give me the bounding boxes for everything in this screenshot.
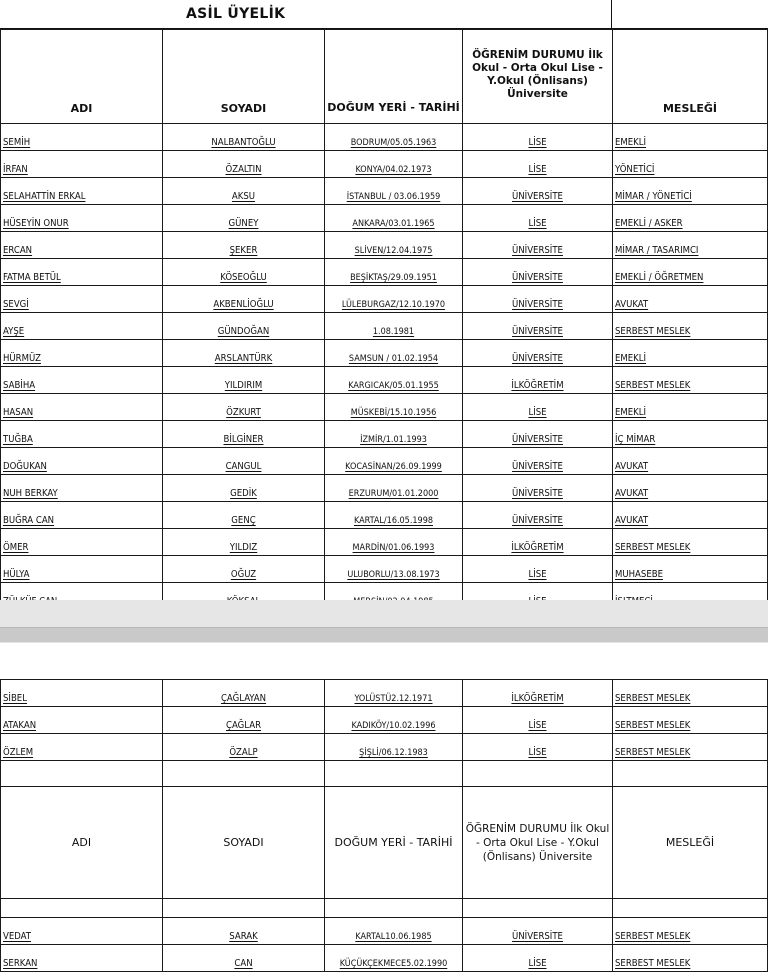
member-name: ATAKAN bbox=[1, 707, 163, 734]
member-education: ÜNİVERSİTE bbox=[463, 502, 613, 529]
table-row bbox=[1, 918, 768, 945]
members-table-2 bbox=[0, 679, 768, 972]
table-2-header-row bbox=[1, 787, 768, 899]
member-name: BUĞRA CAN bbox=[1, 502, 163, 529]
member-birth: KARGICAK/05.01.1955 bbox=[325, 367, 463, 394]
table-row bbox=[1, 340, 768, 367]
table-2-header bbox=[1, 761, 768, 918]
header-surname: SOYADI bbox=[163, 30, 325, 124]
member-surname: BİLGİNER bbox=[163, 421, 325, 448]
member-name: SELAHATTİN ERKAL bbox=[1, 178, 163, 205]
spacer-row bbox=[1, 761, 768, 787]
members-body-2 bbox=[1, 680, 768, 761]
member-name: İRFAN bbox=[1, 151, 163, 178]
table-row bbox=[1, 421, 768, 448]
header2-education: ÖĞRENİM DURUMU İlk Okul - Orta Okul Lise - Y.Okul (Önlisans) Üniversite bbox=[463, 787, 613, 899]
header2-surname: SOYADI bbox=[163, 787, 325, 899]
member-birth: YOLÜSTÜ2.12.1971 bbox=[325, 680, 463, 707]
member-birth: 1.08.1981 bbox=[325, 313, 463, 340]
member-job: SERBEST MESLEK bbox=[613, 918, 768, 945]
header2-birth: DOĞUM YERİ - TARİHİ bbox=[325, 787, 463, 899]
table-row bbox=[1, 707, 768, 734]
member-job: SERBEST MESLEK bbox=[613, 680, 768, 707]
member-surname: KÖSEOĞLU bbox=[163, 259, 325, 286]
member-birth: LÜLEBURGAZ/12.10.1970 bbox=[325, 286, 463, 313]
member-birth: SLİVEN/12.04.1975 bbox=[325, 232, 463, 259]
member-education: ÜNİVERSİTE bbox=[463, 232, 613, 259]
member-surname: ŞEKER bbox=[163, 232, 325, 259]
member-job: SERBEST MESLEK bbox=[613, 945, 768, 972]
member-surname: SARAK bbox=[163, 918, 325, 945]
member-education: ÜNİVERSİTE bbox=[463, 475, 613, 502]
header2-name: ADI bbox=[1, 787, 163, 899]
member-surname: ÇAĞLAR bbox=[163, 707, 325, 734]
member-surname: GÜNEY bbox=[163, 205, 325, 232]
header-name: ADI bbox=[1, 30, 163, 124]
member-birth: ERZURUM/01.01.2000 bbox=[325, 475, 463, 502]
member-name: HÜSEYİN ONUR bbox=[1, 205, 163, 232]
table-row bbox=[1, 448, 768, 475]
member-name: DOĞUKAN bbox=[1, 448, 163, 475]
member-education: LİSE bbox=[463, 124, 613, 151]
member-surname: GÜNDOĞAN bbox=[163, 313, 325, 340]
table-row bbox=[1, 151, 768, 178]
member-education: ÜNİVERSİTE bbox=[463, 448, 613, 475]
member-birth: KOCASİNAN/26.09.1999 bbox=[325, 448, 463, 475]
member-education: LİSE bbox=[463, 394, 613, 421]
member-education: LİSE bbox=[463, 151, 613, 178]
member-surname: ÖZALTIN bbox=[163, 151, 325, 178]
member-name: ERCAN bbox=[1, 232, 163, 259]
member-surname: ÇAĞLAYAN bbox=[163, 680, 325, 707]
member-job: EMEKLİ / ÖĞRETMEN bbox=[613, 259, 768, 286]
member-job: SERBEST MESLEK bbox=[613, 707, 768, 734]
member-name: ÖZLEM bbox=[1, 734, 163, 761]
header2-job: MESLEĞİ bbox=[613, 787, 768, 899]
member-surname: CAN bbox=[163, 945, 325, 972]
member-surname: ÖZKURT bbox=[163, 394, 325, 421]
table-row bbox=[1, 945, 768, 972]
member-birth: ŞİŞLİ/06.12.1983 bbox=[325, 734, 463, 761]
member-job: EMEKLİ bbox=[613, 340, 768, 367]
member-job: SERBEST MESLEK bbox=[613, 734, 768, 761]
member-job: AVUKAT bbox=[613, 448, 768, 475]
member-birth: ULUBORLU/13.08.1973 bbox=[325, 556, 463, 583]
members-body-3 bbox=[1, 918, 768, 972]
table-row bbox=[1, 286, 768, 313]
member-name: TUĞBA bbox=[1, 421, 163, 448]
table-row bbox=[1, 232, 768, 259]
member-education: LİSE bbox=[463, 556, 613, 583]
spacer-row bbox=[1, 899, 768, 918]
table-row bbox=[1, 394, 768, 421]
column-divider bbox=[611, 0, 612, 28]
member-job: SERBEST MESLEK bbox=[613, 367, 768, 394]
member-job: EMEKLİ bbox=[613, 124, 768, 151]
member-name: ÖMER bbox=[1, 529, 163, 556]
member-education: İLKÖĞRETİM bbox=[463, 367, 613, 394]
header-education: ÖĞRENİM DURUMU İlk Okul - Orta Okul Lise - Y.Okul (Önlisans) Üniversite bbox=[463, 30, 613, 124]
member-education: ÜNİVERSİTE bbox=[463, 259, 613, 286]
member-job: SERBEST MESLEK bbox=[613, 529, 768, 556]
members-table bbox=[0, 29, 768, 637]
member-job: EMEKLİ bbox=[613, 394, 768, 421]
member-name: FATMA BETÜL bbox=[1, 259, 163, 286]
member-education: ÜNİVERSİTE bbox=[463, 340, 613, 367]
member-name: SERKAN bbox=[1, 945, 163, 972]
member-birth: ANKARA/03.01.1965 bbox=[325, 205, 463, 232]
member-job: MUHASEBE bbox=[613, 556, 768, 583]
table-row bbox=[1, 475, 768, 502]
member-name: HASAN bbox=[1, 394, 163, 421]
member-name: SİBEL bbox=[1, 680, 163, 707]
document-page-2 bbox=[0, 643, 768, 969]
table-row bbox=[1, 367, 768, 394]
member-job: AVUKAT bbox=[613, 286, 768, 313]
member-name: NUH BERKAY bbox=[1, 475, 163, 502]
table-row bbox=[1, 124, 768, 151]
member-surname: ÖZALP bbox=[163, 734, 325, 761]
table-row bbox=[1, 259, 768, 286]
member-education: İLKÖĞRETİM bbox=[463, 529, 613, 556]
member-education: ÜNİVERSİTE bbox=[463, 286, 613, 313]
member-name: AYŞE bbox=[1, 313, 163, 340]
member-surname: YILDIZ bbox=[163, 529, 325, 556]
member-education: LİSE bbox=[463, 945, 613, 972]
member-job: YÖNETİCİ bbox=[613, 151, 768, 178]
page-separator-band bbox=[0, 627, 768, 642]
table-header-row bbox=[1, 30, 768, 124]
member-name: SABİHA bbox=[1, 367, 163, 394]
member-birth: BEŞİKTAŞ/29.09.1951 bbox=[325, 259, 463, 286]
member-job: SERBEST MESLEK bbox=[613, 313, 768, 340]
member-name: SEMİH bbox=[1, 124, 163, 151]
table-row bbox=[1, 502, 768, 529]
table-row bbox=[1, 680, 768, 707]
member-birth: SAMSUN / 01.02.1954 bbox=[325, 340, 463, 367]
member-education: LİSE bbox=[463, 707, 613, 734]
members-body bbox=[1, 124, 768, 637]
member-birth: MÜSKEBİ/15.10.1956 bbox=[325, 394, 463, 421]
member-birth: KARTAL/16.05.1998 bbox=[325, 502, 463, 529]
member-job: İÇ MİMAR bbox=[613, 421, 768, 448]
member-surname: NALBANTOĞLU bbox=[163, 124, 325, 151]
member-birth: KADIKÖY/10.02.1996 bbox=[325, 707, 463, 734]
member-birth: KÜÇÜKÇEKMECE5.02.1990 bbox=[325, 945, 463, 972]
member-surname: AKSU bbox=[163, 178, 325, 205]
member-name: SEVGİ bbox=[1, 286, 163, 313]
member-surname: YILDIRIM bbox=[163, 367, 325, 394]
member-education: ÜNİVERSİTE bbox=[463, 178, 613, 205]
member-surname: ARSLANTÜRK bbox=[163, 340, 325, 367]
member-birth: BODRUM/05.05.1963 bbox=[325, 124, 463, 151]
member-birth: KARTAL10.06.1985 bbox=[325, 918, 463, 945]
member-job: MİMAR / YÖNETİCİ bbox=[613, 178, 768, 205]
member-job: MİMAR / TASARIMCI bbox=[613, 232, 768, 259]
table-row bbox=[1, 313, 768, 340]
member-job: EMEKLİ / ASKER bbox=[613, 205, 768, 232]
header-birth: DOĞUM YERİ - TARİHİ bbox=[325, 30, 463, 124]
member-education: ÜNİVERSİTE bbox=[463, 918, 613, 945]
member-education: LİSE bbox=[463, 734, 613, 761]
member-education: İLKÖĞRETİM bbox=[463, 680, 613, 707]
member-education: ÜNİVERSİTE bbox=[463, 313, 613, 340]
member-surname: GEDİK bbox=[163, 475, 325, 502]
table-row bbox=[1, 178, 768, 205]
table-row bbox=[1, 529, 768, 556]
member-name: HÜRMÜZ bbox=[1, 340, 163, 367]
member-name: VEDAT bbox=[1, 918, 163, 945]
member-birth: İZMİR/1.01.1993 bbox=[325, 421, 463, 448]
page-title: ASİL ÜYELİK bbox=[186, 6, 286, 22]
member-education: ÜNİVERSİTE bbox=[463, 421, 613, 448]
member-job: AVUKAT bbox=[613, 475, 768, 502]
member-education: LİSE bbox=[463, 205, 613, 232]
page-separator bbox=[0, 600, 768, 643]
member-surname: AKBENLİOĞLU bbox=[163, 286, 325, 313]
member-surname: OĞUZ bbox=[163, 556, 325, 583]
member-name: HÜLYA bbox=[1, 556, 163, 583]
member-job: AVUKAT bbox=[613, 502, 768, 529]
header-job: MESLEĞİ bbox=[613, 30, 768, 124]
member-birth: KONYA/04.02.1973 bbox=[325, 151, 463, 178]
member-surname: CANGUL bbox=[163, 448, 325, 475]
member-surname: GENÇ bbox=[163, 502, 325, 529]
table-row bbox=[1, 556, 768, 583]
member-birth: MARDİN/01.06.1993 bbox=[325, 529, 463, 556]
table-row bbox=[1, 205, 768, 232]
table-row bbox=[1, 734, 768, 761]
member-birth: İSTANBUL / 03.06.1959 bbox=[325, 178, 463, 205]
